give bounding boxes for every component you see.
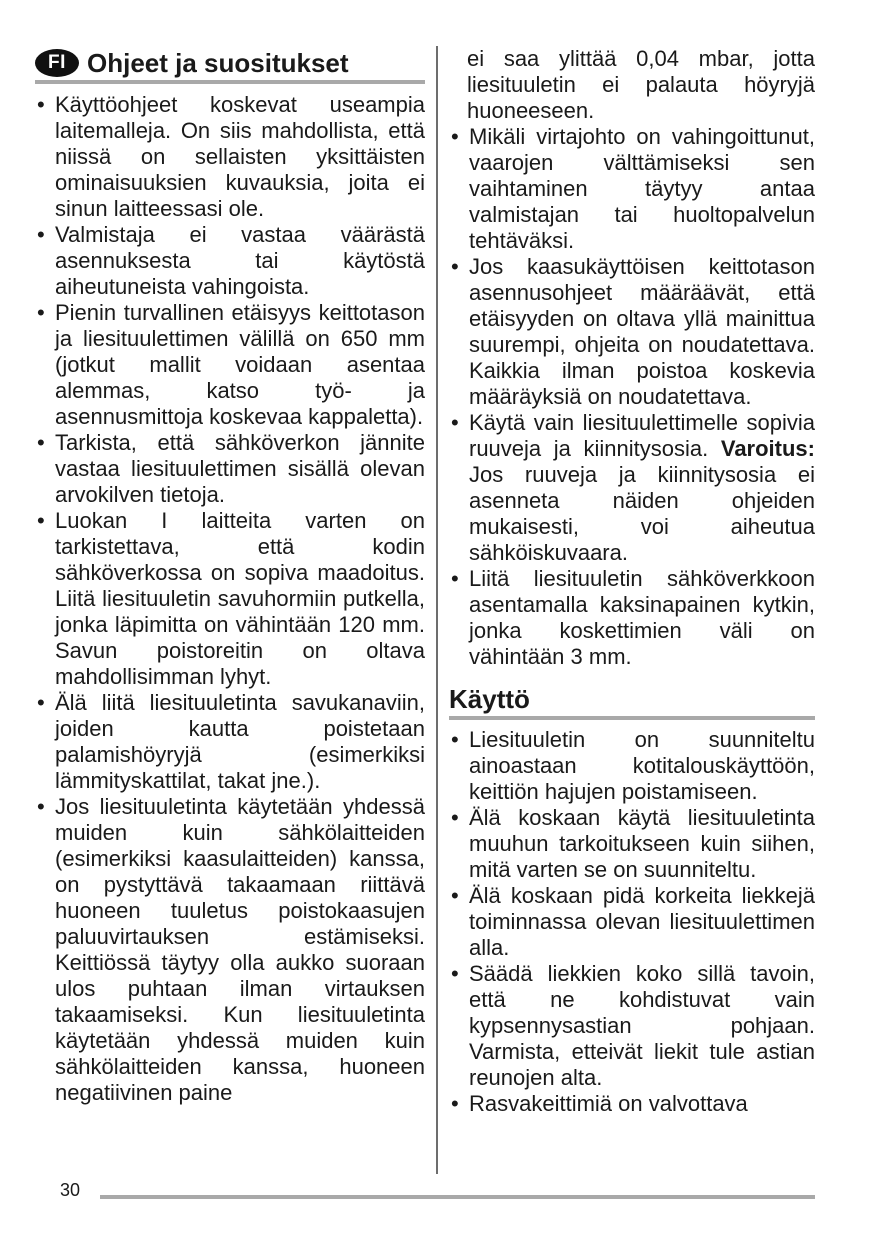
usage-list bbox=[449, 727, 815, 1117]
left-column bbox=[35, 46, 425, 1106]
instructions-list-continued bbox=[449, 46, 815, 670]
instructions-list bbox=[35, 92, 425, 1106]
warning-text-before: Käytä vain liesituulettimelle sopivia ruuveja ja kiinnitysosia. bbox=[469, 410, 815, 461]
list-item: • Valmistaja ei vastaa väärästä asennuksesta tai käytöstä aiheutuneista vahingoista. bbox=[35, 222, 425, 300]
section-heading-instructions: Ohjeet ja suositukset bbox=[87, 48, 349, 78]
list-item: • Rasvakeittimiä on valvottava bbox=[449, 1091, 815, 1117]
list-item: • Älä koskaan pidä korkeita liekkejä toiminnassa olevan liesituulettimen alla. bbox=[449, 883, 815, 961]
list-item: • Käyttöohjeet koskevat useampia laitemalleja. On siis mahdollista, että niissä on sellaisten yksittäisten ominaisuuksien kuvauksia, joita ei sinun laitteessasi ole. bbox=[35, 92, 425, 222]
section-heading-row bbox=[35, 46, 425, 84]
list-item: • Säädä liekkien koko sillä tavoin, että ne kohdistuvat vain kypsennysastian pohjaan. Varmista, etteivät liekit tule astian reunojen alta. bbox=[449, 961, 815, 1091]
section-heading-usage: Käyttö bbox=[449, 684, 530, 714]
right-column bbox=[449, 46, 815, 1117]
list-item-continuation: ei saa ylittää 0,04 mbar, jotta liesituuletin ei palauta höyryjä huoneeseen. bbox=[467, 46, 815, 123]
list-item: • Älä koskaan käytä liesituuletinta muuhun tarkoitukseen kuin siihen, mitä varten se on suunniteltu. bbox=[449, 805, 815, 883]
list-item: • Luokan I laitteita varten on tarkistettava, että kodin sähköverkossa on sopiva maadoitus. Liitä liesituuletin savuhormiin putkella, jonka läpimitta on vähintään 120 mm. Savun poistoreitin on oltava mahdollisimman lyhyt. bbox=[35, 508, 425, 690]
list-item: • Jos kaasukäyttöisen keittotason asennusohjeet määräävät, että etäisyyden on oltava yllä mainittua suurempi, ohjeita on noudatettava. Kaikkia ilman poistoa koskevia määräyksiä on noudatettava. bbox=[449, 254, 815, 410]
list-item: • Pienin turvallinen etäisyys keittotason ja liesituulettimen välillä on 650 mm (jotkut mallit voidaan asentaa alemmas, katso työ- ja asennusmittoja koskevaa kappaletta). bbox=[35, 300, 425, 430]
list-item: • Jos liesituuletinta käytetään yhdessä muiden kuin sähkölaitteiden (esimerkiksi kaasulaitteiden) kanssa, on pystyttävä takaamaan riittävä huoneen tuuletus poistokaasujen paluuvirtauksen estämiseksi. Keittiössä täytyy olla aukko suoraan ulos puhtaan ilman virtauksen takaamiseksi. Kun liesituuletinta käytetään yhdessä muiden kuin sähkölaitteiden kanssa, huoneen negatiivinen paine bbox=[35, 794, 425, 1106]
footer-rule bbox=[100, 1195, 815, 1199]
list-item: • Älä liitä liesituuletinta savukanaviin, joiden kautta poistetaan palamishöyryjä (esimerkiksi lämmityskattilat, takat jne.). bbox=[35, 690, 425, 794]
warning-text-after: Jos ruuveja ja kiinnitysosia ei asenneta näiden ohjeiden mukaisesti, voi aiheutua sähköiskuvaara. bbox=[469, 462, 815, 565]
column-divider bbox=[436, 46, 438, 1174]
warning-label: Varoitus: bbox=[720, 436, 815, 461]
list-item: • Liesituuletin on suunniteltu ainoastaan kotitalouskäyttöön, keittiön hajujen poistamiseen. bbox=[449, 727, 815, 805]
language-badge: FI bbox=[35, 49, 79, 77]
list-item-warning bbox=[449, 410, 815, 566]
section-heading-row bbox=[449, 682, 815, 720]
page-number: 30 bbox=[60, 1180, 81, 1200]
list-item: • Mikäli virtajohto on vahingoittunut, vaarojen välttämiseksi sen vaihtaminen täytyy antaa valmistajan tai huoltopalvelun tehtäväksi. bbox=[449, 124, 815, 254]
list-item: • Tarkista, että sähköverkon jännite vastaa liesituulettimen sisällä olevan arvokilven tietoja. bbox=[35, 430, 425, 508]
list-item: • Liitä liesituuletin sähköverkkoon asentamalla kaksinapainen kytkin, jonka koskettimien väli on vähintään 3 mm. bbox=[449, 566, 815, 670]
